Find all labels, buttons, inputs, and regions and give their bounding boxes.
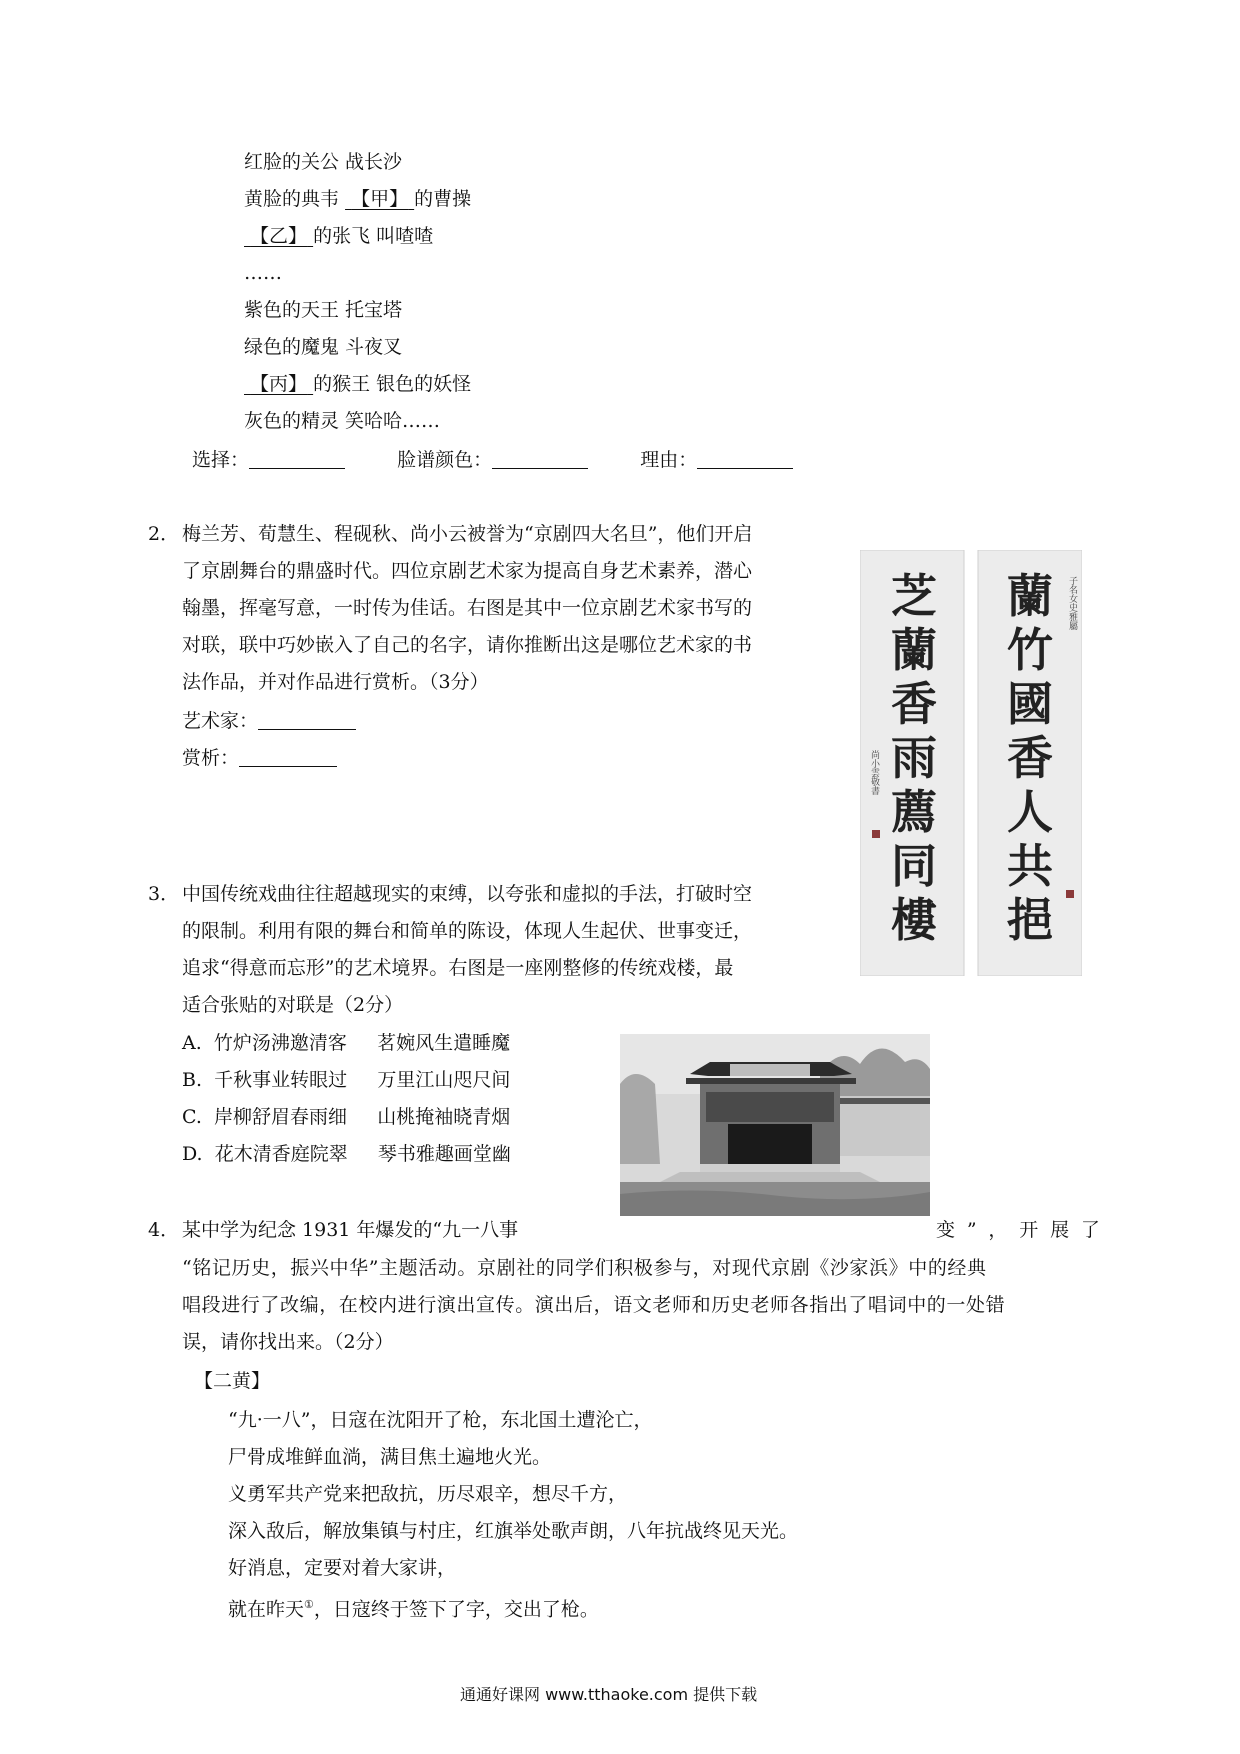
poem-line-7-post: 的猴王 银色的妖怪 [313,373,472,395]
option-b-label: B. [182,1069,203,1091]
opera-pavilion-photo [620,1034,930,1216]
left-scroll-char-2: 蘭 [891,623,937,677]
right-scroll-char-6: 共 [1007,839,1053,893]
option-d-label: D. [182,1143,203,1165]
right-scroll-char-5: 人 [1007,785,1053,839]
q4-number: 4． [148,1219,180,1241]
q3-line-3: 追求“得意而忘形”的艺术境界。右图是一座刚整修的传统戏楼，最 [182,957,734,979]
q4-line-1-left: 某中学为纪念 1931 年爆发的“九一八事 [182,1219,519,1241]
poem-line-3-post: 的张飞 叫喳喳 [313,225,434,247]
option-b-first: 千秋事业转眼过 [214,1069,348,1091]
poem-line-4: …… [244,262,282,284]
q4-section-label: 【二黄】 [194,1370,271,1392]
lyric-line-2: 尸骨成堆鲜血淌，满目焦土遍地火光。 [228,1446,552,1468]
q4-line-2: “铭记历史，振兴中华”主题活动。京剧社的同学们积极参与，对现代京剧《沙家浜》中的经典 [182,1257,987,1279]
face-color-label: 脸谱颜色： [397,449,493,471]
poem-line-7 [244,372,471,396]
q4-line-3: 唱段进行了改编，在校内进行演出宣传。演出后，语文老师和历史老师各指出了唱词中的一处错 [182,1294,1006,1316]
left-scroll-char-7: 樓 [891,893,937,947]
right-scroll-char-7: 挹 [1007,893,1053,947]
lyric-line-6 [228,1593,599,1621]
option-c-first: 岸柳舒眉春雨细 [214,1106,348,1128]
option-a-second: 茗婉风生遣睡魔 [377,1032,511,1054]
right-scroll-char-3: 國 [1007,677,1053,731]
choice-label: 选择： [192,449,250,471]
page-footer: 通通好课网 www.tthaoke.com 提供下载 [460,1685,758,1704]
blank-yi: 【乙】 [250,225,308,247]
lyric-line-6-end: ，日寇终于签下了字，交出了枪。 [313,1598,599,1621]
artist-blank[interactable] [258,709,356,730]
poem-line-2 [244,187,471,211]
face-color-blank[interactable] [492,448,588,469]
seal-mark-right [1066,890,1074,898]
option-d-second: 琴书雅趣画堂幽 [377,1143,511,1165]
q2-line-3: 翰墨，挥毫写意，一时传为佳话。右图是其中一位京剧艺术家书写的 [182,597,753,619]
poem-line-6: 绿色的魔鬼 斗夜叉 [244,336,403,358]
left-scroll-char-4: 雨 [891,731,937,785]
q3-option-b[interactable] [182,1068,510,1092]
q2-number: 2． [148,523,180,545]
reason-blank[interactable] [697,448,793,469]
left-scroll-char-6: 同 [891,839,937,893]
choice-blank[interactable] [249,448,345,469]
lyric-line-3: 义勇军共产党来把敌抗，历尽艰辛，想尽千方， [228,1483,628,1505]
left-scroll-char-5: 薦 [891,785,937,839]
q2-line-2: 了京剧舞台的鼎盛时代。四位京剧艺术家为提高自身艺术素养，潜心 [182,560,753,582]
poem-line-1: 红脸的关公 战长沙 [244,151,403,173]
q3-option-d[interactable] [182,1142,511,1166]
reason-label: 理由： [640,449,698,471]
poem-line-5: 紫色的天王 托宝塔 [244,299,403,321]
option-a-label: A. [182,1032,202,1054]
option-c-second: 山桃掩袖晓青烟 [377,1106,511,1128]
artist-label: 艺术家： [182,710,259,732]
q3-number: 3． [148,883,180,905]
q2-appreciation-row [182,746,337,770]
poem-line-2-post: 的曹操 [414,188,472,210]
q3-line-1: 中国传统戏曲往往超越现实的束缚，以夸张和虚拟的手法，打破时空 [182,883,753,905]
footnote-mark: ① [304,1598,314,1611]
answer-row [192,448,793,472]
poem-line-2-pre: 黄脸的典韦 [244,188,346,210]
blank-jia: 【甲】 [351,188,409,210]
q3-line-4: 适合张贴的对联是（2分） [182,994,404,1016]
option-b-second: 万里江山咫尺间 [377,1069,511,1091]
calligraphy-couplet-image [860,550,1082,976]
left-inscription: 尚小雲敬書 [869,750,879,795]
left-scroll-char-3: 香 [891,677,937,731]
right-scroll-char-4: 香 [1007,731,1053,785]
q3-option-a[interactable] [182,1031,510,1055]
q2-line-4: 对联，联中巧妙嵌入了自己的名字，请你推断出这是哪位艺术家的书 [182,634,753,656]
appreciation-blank[interactable] [239,746,337,767]
lyric-line-4: 深入敌后，解放集镇与村庄，红旗举处歌声朗，八年抗战终见天光。 [228,1520,799,1542]
poem-line-3 [244,224,433,248]
blank-bing: 【丙】 [250,373,308,395]
q2-artist-row [182,709,356,733]
seal-mark-left [872,830,880,838]
lyric-line-1: “九·一八”，日寇在沈阳开了枪，东北国土遭沦亡， [228,1409,653,1431]
option-d-first: 花木清香庭院翠 [214,1143,348,1165]
right-scroll-char-1: 蘭 [1007,569,1053,623]
option-a-first: 竹炉汤沸邀清客 [213,1032,347,1054]
right-scroll-char-2: 竹 [1007,623,1053,677]
q3-option-c[interactable] [182,1105,510,1129]
left-scroll-char-1: 芝 [891,569,937,623]
q2-line-1: 梅兰芳、荀慧生、程砚秋、尚小云被誉为“京剧四大名旦”，他们开启 [182,523,753,545]
right-inscription: 子名女史雅屬 [1067,576,1077,630]
q4-line-4: 误，请你找出来。（2分） [182,1331,394,1353]
q4-line-1-right: 变 ” ， 开 展 了 [936,1219,1100,1241]
appreciation-label: 赏析： [182,747,240,769]
lyric-line-5: 好消息，定要对着大家讲， [228,1557,457,1579]
q3-line-2: 的限制。利用有限的舞台和简单的陈设，体现人生起伏、世事变迁， [182,920,753,942]
option-c-label: C. [182,1106,202,1128]
q2-line-5: 法作品，并对作品进行赏析。（3分） [182,671,489,693]
lyric-line-6-start: 就在昨天 [228,1598,305,1621]
poem-line-8: 灰色的精灵 笑哈哈…… [244,410,441,432]
